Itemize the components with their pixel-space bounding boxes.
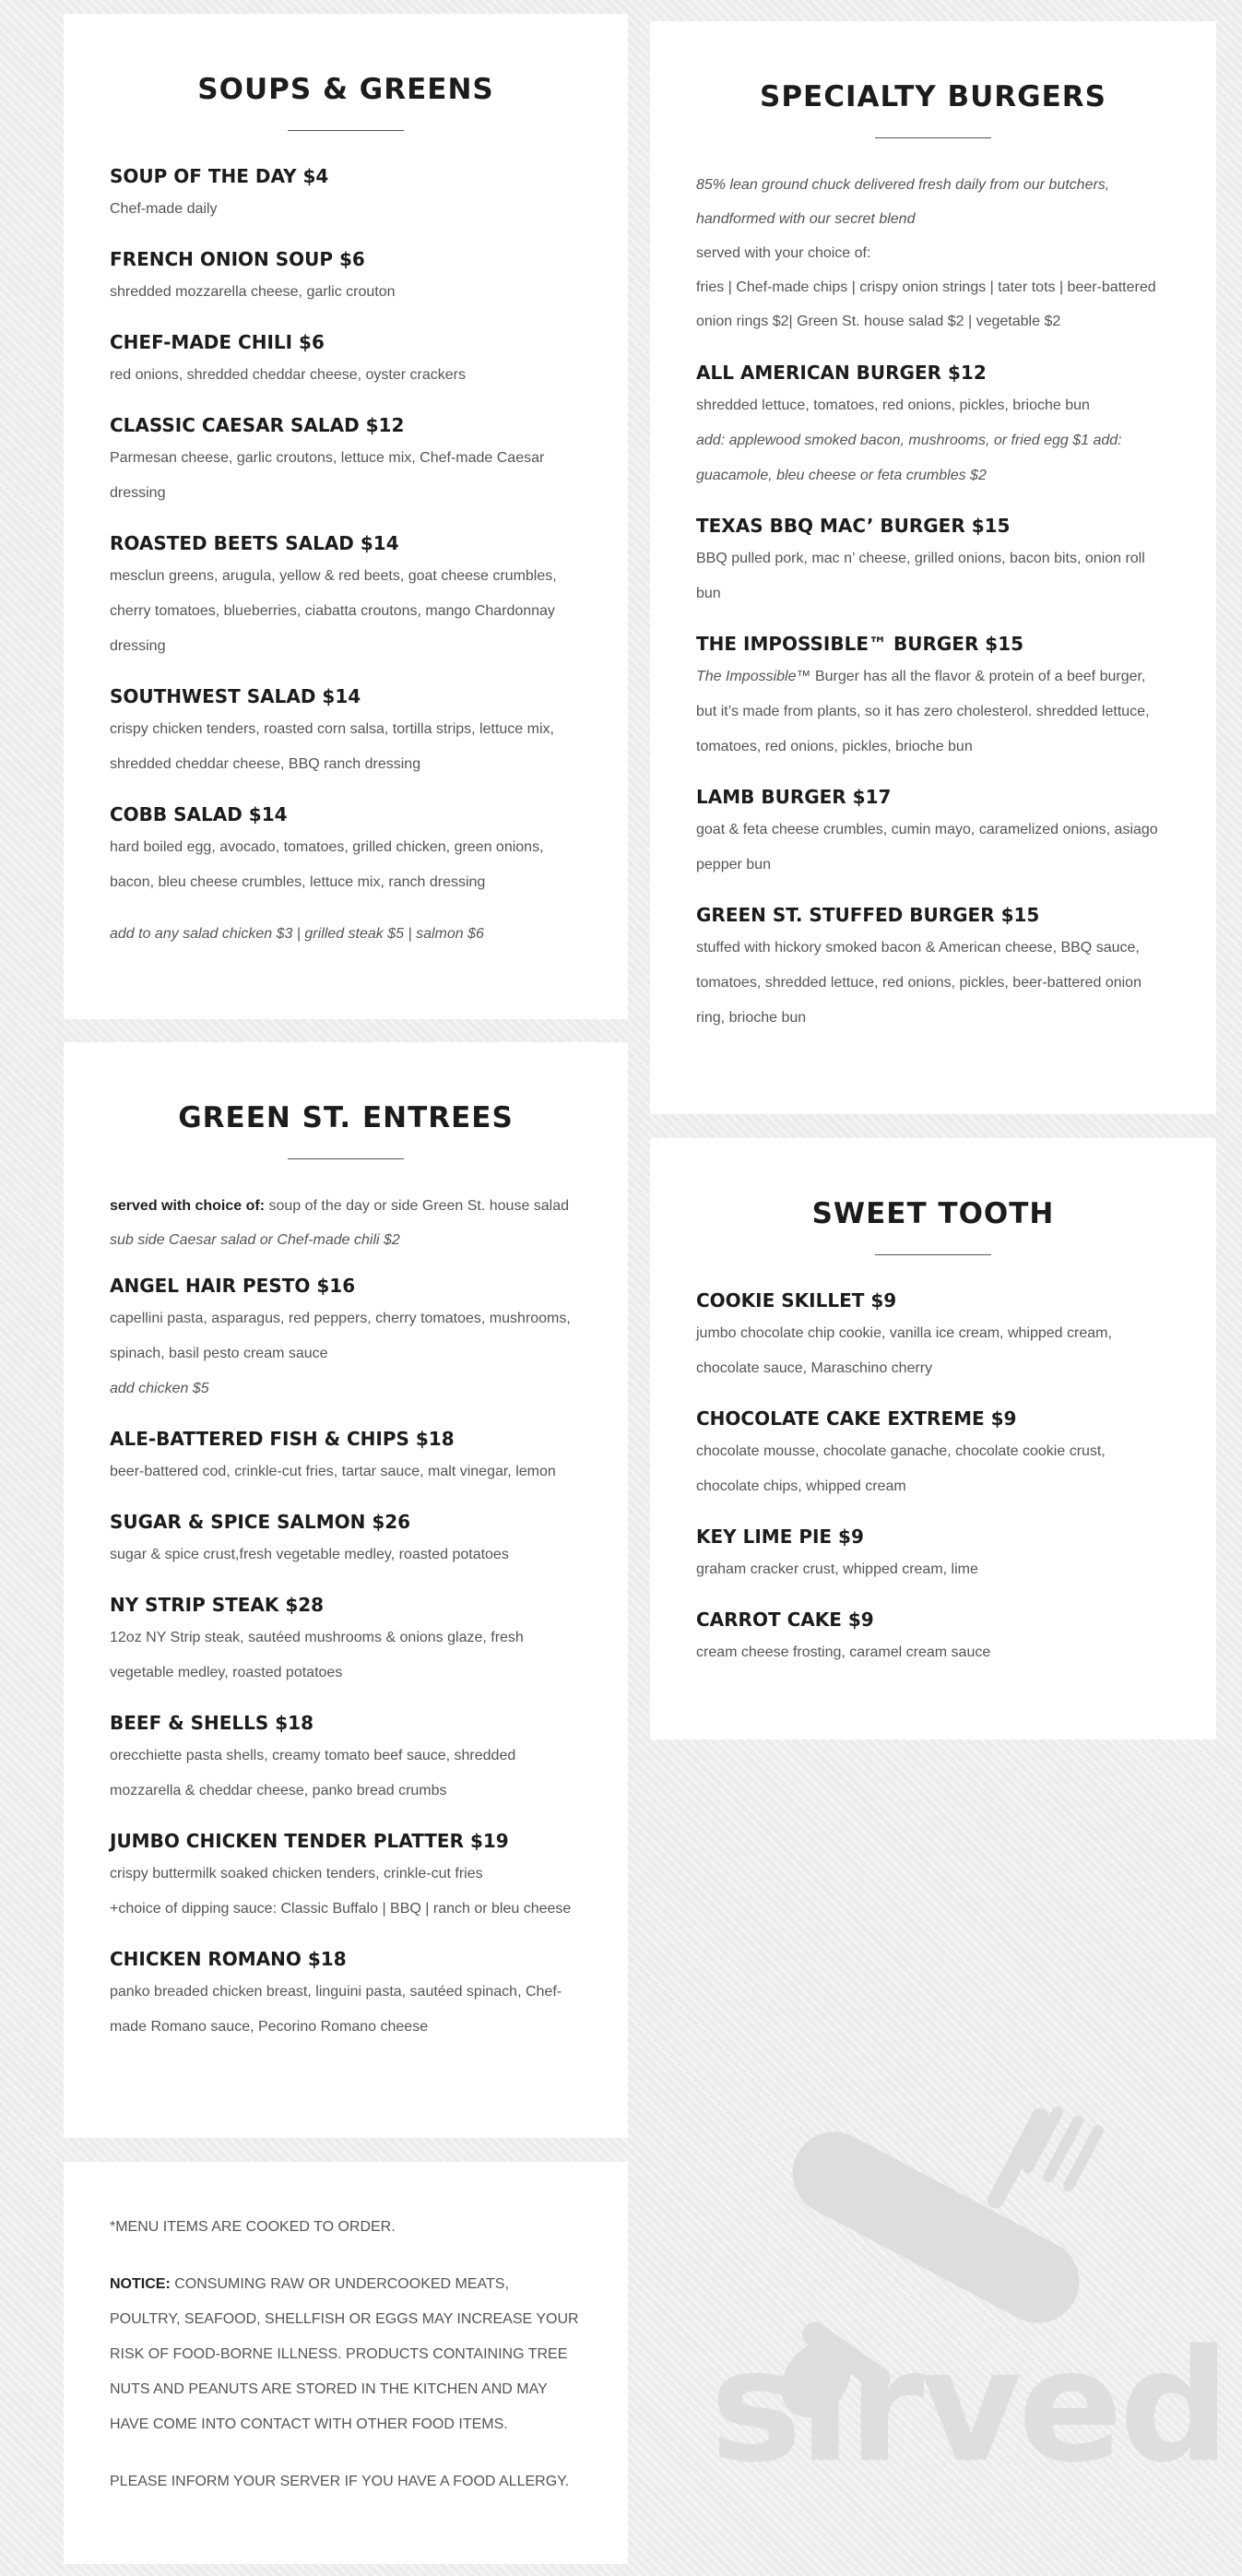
section-title: SWEET TOOTH [811,1197,1055,1230]
menu-item [696,1285,1170,1386]
entree-intro [110,1189,582,1257]
burger-intro [696,168,1170,338]
item-desc: BBQ pulled pork, mac n’ cheese, grilled onions, bacon bits, onion roll bun [696,551,1145,601]
notice-section [64,2162,628,2564]
sweet-tooth-section [650,1138,1216,1739]
sirved-watermark: sirved [710,2316,1227,2497]
served-with-text: soup of the day or side Green St. house salad [265,1198,570,1214]
item-desc: Parmesan cheese, garlic croutons, lettuce mix, Chef-made Caesar dressing [110,450,545,501]
item-desc: stuffed with hickory smoked bacon & American cheese, BBQ sauce, tomatoes, shredded lettuce, red onions, pickles, beer-battered onion ring, brioche bun [696,940,1141,1026]
menu-item [110,681,582,782]
item-desc: hard boiled egg, avocado, tomatoes, grilled chicken, green onions, bacon, bleu cheese crumbles, lettuce mix, ranch dressing [110,839,544,890]
item-desc: crispy buttermilk soaked chicken tenders, crinkle-cut fries [110,1866,483,1882]
menu-item [696,1521,1170,1587]
item-name: THE IMPOSSIBLE™ BURGER $15 [696,633,1024,655]
item-name: NY STRIP STEAK $28 [110,1594,325,1616]
item-desc: Chef-made daily [110,201,218,217]
item-name: CARROT CAKE $9 [696,1609,874,1631]
notice-label: NOTICE: [110,2276,171,2292]
cooked-to-order-note: *MENU ITEMS ARE COOKED TO ORDER. [110,2219,396,2235]
item-name: CLASSIC CAESAR SALAD $12 [110,414,405,436]
item-desc: jumbo chocolate chip cookie, vanilla ice cream, whipped cream, chocolate sauce, Maraschino cherry [696,1325,1112,1376]
item-name: FRENCH ONION SOUP $6 [110,248,365,270]
item-desc: 12oz NY Strip steak, sautéed mushrooms & onions glaze, fresh vegetable medley, roasted potatoes [110,1630,524,1680]
menu-item [110,326,582,393]
title-divider [288,1158,404,1159]
menu-item [696,1403,1170,1504]
item-desc: capellini pasta, asparagus, red peppers, cherry tomatoes, mushrooms, spinach, basil pesto cream sauce [110,1311,571,1361]
item-desc: shredded lettuce, tomatoes, red onions, pickles, brioche bun [696,398,1090,413]
menu-item [696,510,1170,611]
menu-item [110,1270,582,1407]
item-desc: orecchiette pasta shells, creamy tomato beef sauce, shredded mozzarella & cheddar cheese, panko bread crumbs [110,1748,516,1798]
item-name: CHEF-MADE CHILI $6 [110,331,325,353]
title-divider [288,130,404,131]
menu-item [110,1506,582,1573]
side-choices: fries | Chef-made chips | crispy onion strings | tater tots | beer-battered onion rings $2| Green St. house salad $2 | vegetable $2 [696,279,1156,329]
menu-item [110,1943,582,2045]
allergy-note: PLEASE INFORM YOUR SERVER IF YOU HAVE A FOOD ALLERGY. [110,2474,570,2489]
item-name: CHOCOLATE CAKE EXTREME $9 [696,1407,1017,1430]
served-with-line [110,1189,582,1223]
item-name: ALE-BATTERED FISH & CHIPS $18 [110,1428,455,1450]
served-with-label: served with choice of: [110,1198,266,1214]
title-divider [875,137,991,138]
item-desc-rest: ™ Burger has all the flavor & protein of a beef burger, but it’s made from plants, so it has zero cholesterol. shredded lettuce, tomatoes, red onions, pickles, brioche bun [696,669,1150,754]
specialty-burgers-section [650,21,1216,1114]
item-name: LAMB BURGER $17 [696,786,892,808]
menu-item [696,357,1170,493]
menu-item [110,1423,582,1490]
item-desc: crispy chicken tenders, roasted corn salsa, tortilla strips, lettuce mix, shredded cheddar cheese, BBQ ranch dressing [110,721,554,772]
title-divider [875,1254,991,1255]
item-desc-italic: The Impossible [696,669,797,684]
item-desc: mesclun greens, arugula, yellow & red beets, goat cheese crumbles, cherry tomatoes, blueberries, ciabatta croutons, mango Chardonnay dressing [110,568,557,654]
menu-item [696,1604,1170,1670]
sub-side-note: sub side Caesar salad or Chef-made chili $2 [110,1232,400,1248]
food-safety-notice [110,2267,582,2442]
item-name: ALL AMERICAN BURGER $12 [696,362,987,384]
spacer [110,2245,582,2267]
menu-item [696,628,1170,765]
menu-item [110,799,582,900]
item-name: KEY LIME PIE $9 [696,1525,864,1548]
menu-item [110,160,582,227]
menu-item [110,410,582,511]
item-desc: beer-battered cod, crinkle-cut fries, tartar sauce, malt vinegar, lemon [110,1464,556,1479]
item-name: GREEN ST. STUFFED BURGER $15 [696,904,1040,926]
item-name: COOKIE SKILLET $9 [696,1289,897,1312]
item-desc: shredded mozzarella cheese, garlic crouton [110,284,396,300]
item-name: SOUP OF THE DAY $4 [110,165,329,187]
menu-item [110,243,582,310]
menu-item [696,781,1170,883]
item-desc: chocolate mousse, chocolate ganache, chocolate cookie crust, chocolate chips, whipped cream [696,1443,1106,1494]
item-name: SOUTHWEST SALAD $14 [110,685,361,707]
item-desc: goat & feta cheese crumbles, cumin mayo, caramelized onions, asiago pepper bun [696,822,1158,873]
menu-item [110,1707,582,1809]
item-addons: add: applewood smoked bacon, mushrooms, or fried egg $1 add: guacamole, bleu cheese or feta crumbles $2 [696,433,1122,483]
entrees-section [64,1042,628,2138]
menu-item [110,528,582,664]
item-desc: sugar & spice crust,fresh vegetable medley, roasted potatoes [110,1547,509,1562]
notice-text: CONSUMING RAW OR UNDERCOOKED MEATS, POULTRY, SEAFOOD, SHELLFISH OR EGGS MAY INCREASE YOUR RISK OF FOOD-BORNE ILLNESS. PRODUCTS CONTAINING TREE NUTS AND PEANUTS ARE STORED IN THE KITCHEN AND MAY HAVE COME INTO CONTACT WITH OTHER FOOD ITEMS. [110,2276,579,2432]
soups-greens-section [64,14,628,1019]
item-desc: cream cheese frosting, caramel cream sauce [696,1644,991,1660]
menu-item [110,1825,582,1927]
item-name: TEXAS BBQ MAC’ BURGER $15 [696,515,1011,537]
section-title: GREEN ST. ENTREES [178,1101,514,1134]
spacer [110,2442,582,2464]
served-with-label: served with your choice of: [696,245,871,261]
section-title: SPECIALTY BURGERS [760,80,1106,113]
item-addons: add chicken $5 [110,1381,209,1396]
salad-addons-note: add to any salad chicken $3 | grilled steak $5 | salmon $6 [110,926,484,942]
item-desc: red onions, shredded cheddar cheese, oyster crackers [110,367,466,383]
item-name: CHICKEN ROMANO $18 [110,1948,347,1970]
section-title: SOUPS & GREENS [197,73,494,106]
item-name: JUMBO CHICKEN TENDER PLATTER $19 [110,1830,509,1852]
item-name: SUGAR & SPICE SALMON $26 [110,1511,411,1533]
menu-item [110,1589,582,1691]
item-name: ROASTED BEETS SALAD $14 [110,532,399,554]
burger-intro-text: 85% lean ground chuck delivered fresh daily from our butchers, handformed with our secret blend [696,177,1110,227]
menu-item [696,899,1170,1036]
item-desc: graham cracker crust, whipped cream, lime [696,1561,978,1577]
item-name: COBB SALAD $14 [110,803,288,825]
item-desc: panko breaded chicken breast, linguini pasta, sautéed spinach, Chef-made Romano sauce, Pecorino Romano cheese [110,1984,562,2035]
item-desc [696,659,1170,765]
item-name: ANGEL HAIR PESTO $16 [110,1275,356,1297]
item-name: BEEF & SHELLS $18 [110,1712,314,1734]
item-desc-extra: +choice of dipping sauce: Classic Buffalo | BBQ | ranch or bleu cheese [110,1901,572,1917]
